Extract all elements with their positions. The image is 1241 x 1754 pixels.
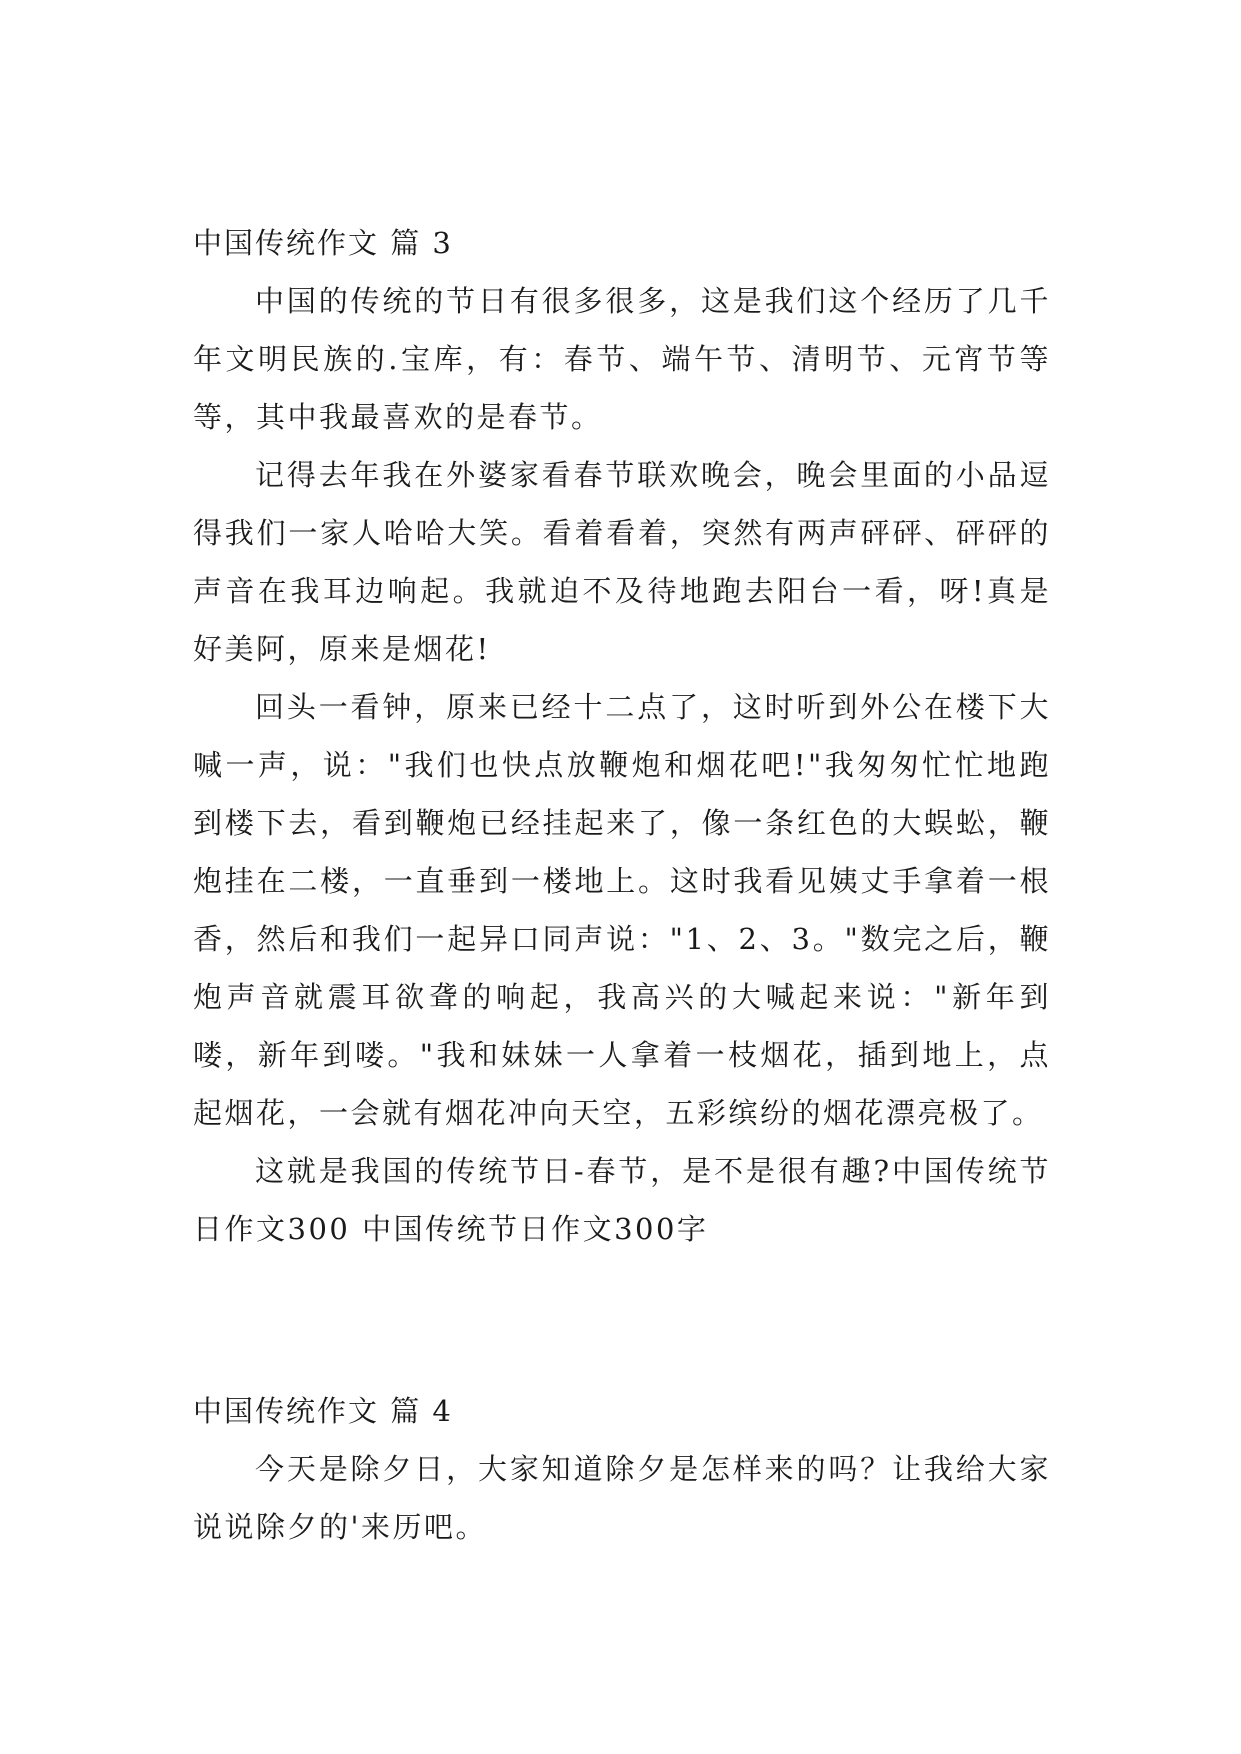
article-heading: 中国传统作文 篇 3 (193, 226, 453, 260)
article-paragraph: 这就是我国的传统节日-春节，是不是很有趣?中国传统节日作文300 中国传统节日作文300字 (193, 1154, 1051, 1246)
article-paragraph: 回头一看钟，原来已经十二点了，这时听到外公在楼下大喊一声，说："我们也快点放鞭炮和烟花吧!"我匆匆忙忙地跑到楼下去，看到鞭炮已经挂起来了，像一条红色的大蜈蚣，鞭炮挂在二楼，一直垂到一楼地上。这时我看见姨丈手拿着一根香，然后和我们一起异口同声说："1、2、3。"数完之后，鞭炮声音就震耳欲聋的响起，我高兴的大喊起来说："新年到喽，新年到喽。"我和妹妹一人拿着一枝烟花，插到地上，点起烟花，一会就有烟花冲向天空，五彩缤纷的烟花漂亮极了。 (193, 690, 1051, 1130)
article-section-4 (193, 1382, 1051, 1556)
article-paragraph: 今天是除夕日，大家知道除夕是怎样来的吗？让我给大家说说除夕的'来历吧。 (193, 1452, 1051, 1544)
article-heading: 中国传统作文 篇 4 (193, 1394, 453, 1428)
article-section-3 (193, 214, 1051, 1258)
article-paragraph: 中国的传统的节日有很多很多，这是我们这个经历了几千年文明民族的.宝库，有：春节、端午节、清明节、元宵节等等，其中我最喜欢的是春节。 (193, 284, 1051, 434)
article-paragraph: 记得去年我在外婆家看春节联欢晚会，晚会里面的小品逗得我们一家人哈哈大笑。看着看着，突然有两声砰砰、砰砰的声音在我耳边响起。我就迫不及待地跑去阳台一看，呀!真是好美阿，原来是烟花! (193, 458, 1051, 666)
